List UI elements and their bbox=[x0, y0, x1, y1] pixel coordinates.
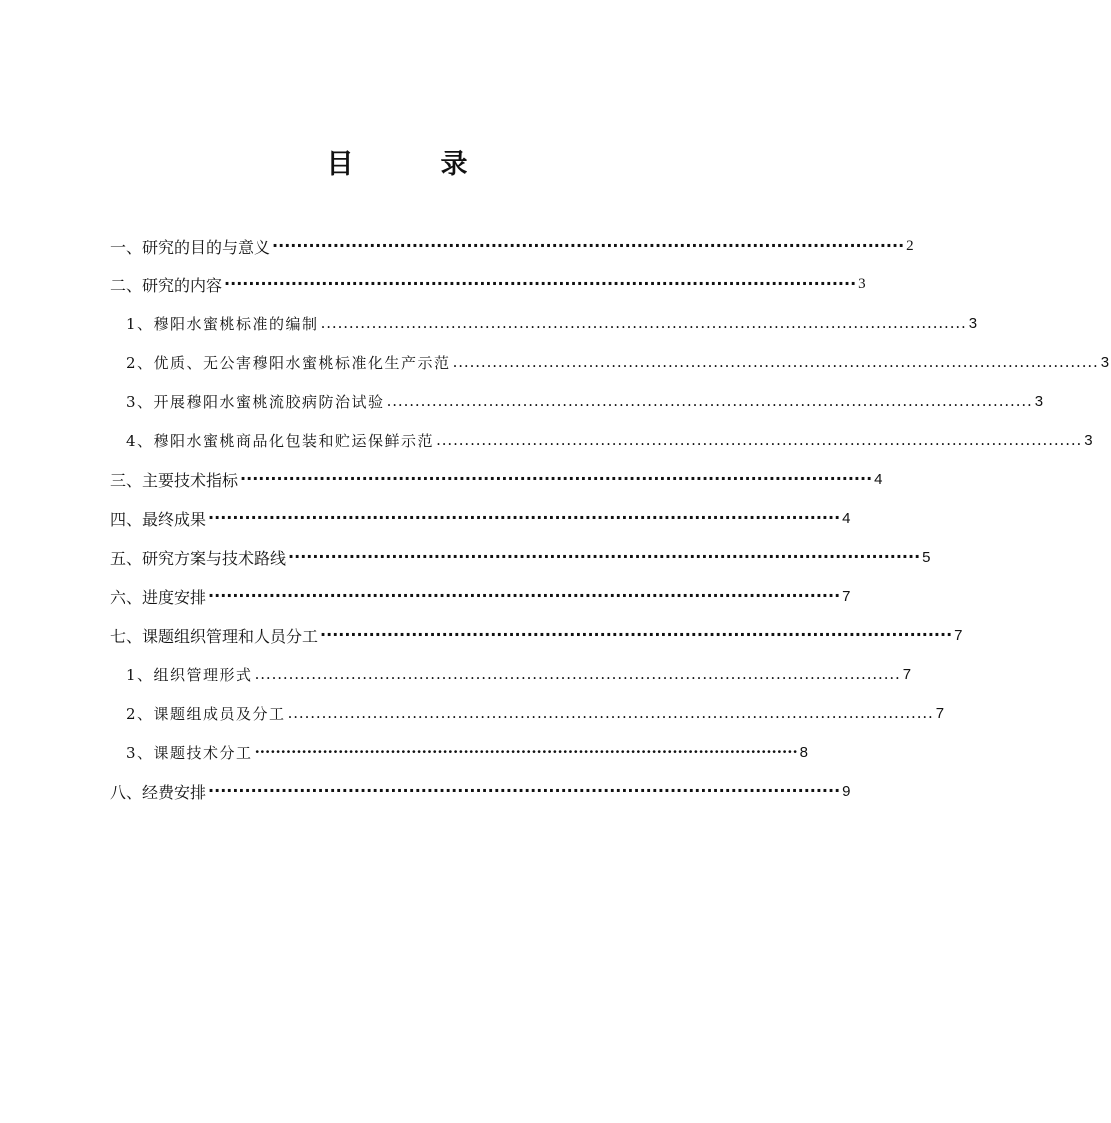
toc-number: 六、 bbox=[110, 587, 143, 607]
toc-leader: .................................................................................................................. bbox=[254, 665, 901, 683]
toc-label: 课题组织管理和人员分工 bbox=[142, 626, 319, 646]
toc-entry[interactable] bbox=[126, 425, 1095, 455]
toc-label: 研究的目的与意义 bbox=[142, 237, 271, 257]
toc-number: 3、 bbox=[126, 743, 154, 762]
toc-page-number: 7 bbox=[842, 587, 851, 605]
page-title: 目 录 bbox=[326, 149, 498, 180]
toc-label: 进度安排 bbox=[142, 587, 207, 607]
toc-number: 4、 bbox=[126, 431, 154, 450]
toc-entry[interactable] bbox=[110, 503, 851, 533]
toc-label: 研究方案与技术路线 bbox=[142, 548, 287, 568]
toc-leader: ········································································································ bbox=[240, 469, 873, 488]
toc-leader: ········································································································ bbox=[208, 781, 841, 800]
toc-leader: .................................................................................................................. bbox=[287, 704, 934, 722]
toc-entry[interactable] bbox=[126, 347, 1111, 377]
toc-label: 课题技术分工 bbox=[153, 743, 253, 762]
toc-leader: ········································································································ bbox=[224, 274, 857, 293]
toc-page-number: 3 bbox=[1100, 353, 1111, 371]
toc-page-number: 5 bbox=[922, 548, 931, 566]
toc-leader: ········································································································ bbox=[208, 508, 841, 527]
toc-entry[interactable] bbox=[110, 776, 851, 806]
toc-number: 八、 bbox=[110, 782, 143, 802]
toc-entry[interactable] bbox=[126, 737, 810, 767]
toc-label: 开展穆阳水蜜桃流胶病防治试验 bbox=[153, 392, 385, 411]
toc-entry[interactable] bbox=[126, 698, 946, 728]
toc-label: 优质、无公害穆阳水蜜桃标准化生产示范 bbox=[153, 353, 451, 372]
toc-number: 七、 bbox=[110, 626, 143, 646]
toc-entry[interactable] bbox=[110, 464, 883, 494]
toc-number: 1、 bbox=[126, 665, 154, 684]
toc-leader: ········································································································ bbox=[320, 625, 953, 644]
toc-page-number: 3 bbox=[1034, 392, 1045, 410]
toc-label: 经费安排 bbox=[142, 782, 207, 802]
toc-label: 课题组成员及分工 bbox=[153, 704, 286, 723]
toc-page-number: 7 bbox=[935, 704, 946, 722]
toc-page-number: 4 bbox=[842, 509, 851, 527]
toc-number: 三、 bbox=[110, 470, 143, 490]
toc-entry[interactable] bbox=[126, 659, 913, 689]
toc-leader: ········································································································ bbox=[288, 547, 921, 566]
toc-entry[interactable] bbox=[126, 386, 1045, 416]
toc-leader: .................................................................................................................. bbox=[386, 392, 1033, 410]
toc-entry[interactable] bbox=[110, 620, 963, 650]
toc-label: 主要技术指标 bbox=[142, 470, 239, 490]
toc-page-number: 7 bbox=[902, 665, 913, 683]
toc-page-number: 3 bbox=[1084, 431, 1095, 449]
toc-number: 一、 bbox=[110, 237, 143, 257]
toc-label: 穆阳水蜜桃标准的编制 bbox=[153, 314, 319, 333]
toc-page-number: 3 bbox=[968, 314, 979, 332]
toc-entry[interactable] bbox=[126, 308, 979, 338]
toc-label: 组织管理形式 bbox=[153, 665, 253, 684]
toc-leader: .................................................................................................................. bbox=[452, 353, 1099, 371]
toc-number: 1、 bbox=[126, 314, 154, 333]
toc-page-number: 3 bbox=[858, 275, 866, 292]
toc-page-number: 9 bbox=[842, 782, 851, 800]
toc-label: 最终成果 bbox=[142, 509, 207, 529]
toc-entry[interactable] bbox=[110, 269, 866, 299]
toc-number: 五、 bbox=[110, 548, 143, 568]
toc-leader: .................................................................................................................. bbox=[320, 314, 967, 332]
toc-leader: .................................................................................................................. bbox=[436, 431, 1083, 449]
toc-entry[interactable] bbox=[110, 542, 931, 572]
toc-number: 二、 bbox=[110, 275, 143, 295]
toc-number: 四、 bbox=[110, 509, 143, 529]
toc-entry[interactable] bbox=[110, 231, 914, 261]
toc-label: 研究的内容 bbox=[142, 275, 223, 295]
toc-leader: ········································································································ bbox=[208, 586, 841, 605]
toc-leader: ········································································································ bbox=[254, 743, 798, 761]
toc-label: 穆阳水蜜桃商品化包装和贮运保鲜示范 bbox=[153, 431, 435, 450]
toc-page-number: 4 bbox=[874, 470, 883, 488]
toc-page-number: 7 bbox=[954, 626, 963, 644]
toc-entry[interactable] bbox=[110, 581, 851, 611]
toc-page-number: 8 bbox=[799, 743, 810, 761]
toc-number: 2、 bbox=[126, 704, 154, 723]
toc-number: 3、 bbox=[126, 392, 154, 411]
toc-page-number: 2 bbox=[906, 237, 914, 254]
toc-leader: ········································································································ bbox=[272, 236, 905, 255]
toc-number: 2、 bbox=[126, 353, 154, 372]
